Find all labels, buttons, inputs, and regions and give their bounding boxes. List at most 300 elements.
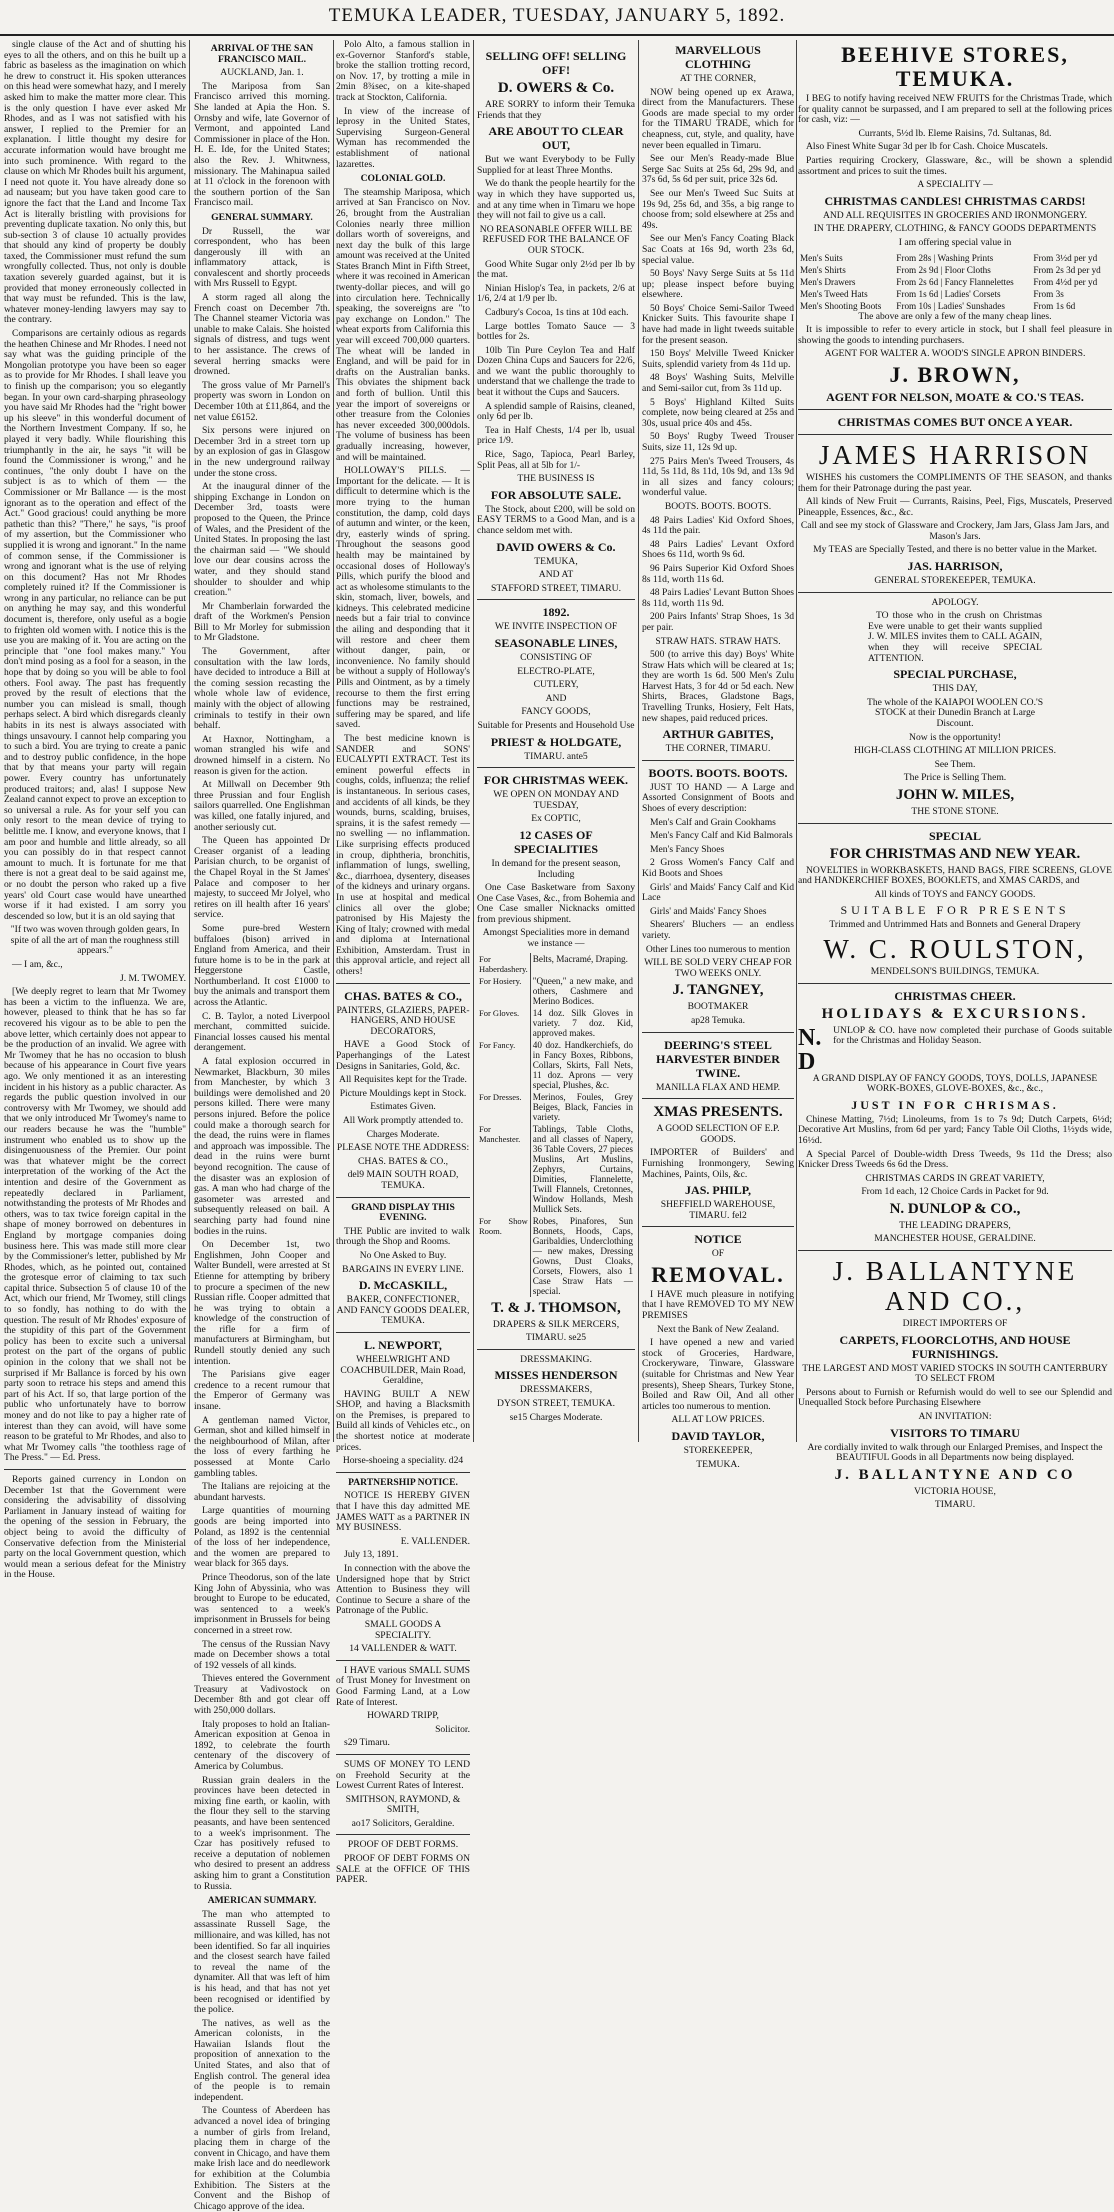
list-item: 150 Boys' Melville Tweed Knicker Suits, splendid variety from 4s 11d up. [642, 348, 794, 370]
paragraph: STAFFORD STREET, TIMARU. [490, 582, 621, 594]
paragraph: TO those who in the crush on Christmas Eve were unable to get their wants supplied J. W. MILES invites them to CALL AGAIN, when they will receive SPECIAL ATTENTION. [868, 610, 1042, 664]
paragraph: ALL AT LOW PRICES. [671, 1414, 765, 1426]
paragraph: Trimmed and Untrimmed Hats and Bonnets and General Drapery [829, 919, 1081, 931]
row-label: For Gloves. [477, 1007, 530, 1039]
marvellous: MARVELLOUS CLOTHING [675, 43, 761, 71]
divider [798, 1250, 1112, 1251]
row-label: For Show Room. [477, 1215, 530, 1297]
cell: Men's Suits [800, 252, 843, 263]
paragraph: ARE SORRY to inform their Temuka Friends that they [477, 99, 635, 121]
paragraph: AN INVITATION: [918, 1411, 992, 1423]
list-item: 200 Pairs Infants' Strap Shoes, 1s 3d per pair. [642, 611, 794, 633]
paragraph: SUITABLE FOR PRESENTS [840, 903, 1070, 918]
paragraph: Prince Theodorus, son of the late King John of Abyssinia, who was brought to Europe to be educated, was sentenced to a week's imprisonment in Brussels for being concerned in a street row. [194, 1571, 330, 1636]
taylor: DAVID TAYLOR, [671, 1429, 765, 1443]
list-item: 48 Pairs Ladies' Kid Oxford Shoes, 4s 11d the pair. [642, 514, 794, 537]
owers-title: D. OWERS & Co. [497, 80, 615, 96]
paragraph: THE Public are invited to walk through the Shop and Rooms. [336, 1225, 470, 1248]
list-item: Large bottles Tomato Sauce — 3 bottles for 2s. [477, 320, 635, 343]
headline-gold: COLONIAL GOLD. [360, 173, 446, 185]
paragraph: July 13, 1891. [344, 1549, 399, 1561]
dateline: AUCKLAND, Jan. 1. [220, 67, 304, 79]
paragraph: The man who attempted to assassinate Russell Sage, the millionaire, and was killed, has not been identified. So far all inquiries and the closest search have failed to reveal the name of the dynamiter. All that was left of him is his head, and that has not yet been recognised or identified by the police. [194, 1908, 330, 2016]
paragraph: Parties requiring Crockery, Glassware, &c., will be shown a splendid assortment and prices to suit the times. [798, 154, 1112, 177]
column-news [194, 40, 330, 2212]
paragraph: DRAPERS & SILK MERCERS, [492, 1318, 620, 1330]
paragraph: Italy proposes to hold an Italian-American exposition at Genoa in 1892, to celebrate the fourth centenary of the discovery of America by Columbus. [194, 1718, 330, 1773]
paragraph: TIMARU. [934, 1499, 976, 1511]
table-row [798, 276, 1112, 288]
paragraph: SEASONABLE LINES, [494, 635, 618, 650]
paragraph: THIS DAY, [932, 683, 978, 695]
paragraph: WILL BE SOLD VERY CHEAP FOR TWO WEEKS ONLY. [644, 957, 792, 979]
paragraph: THE LEADING DRAPERS, [899, 1219, 1011, 1231]
paragraph: On December 1st, two Englishmen, John Cooper and Walter Bundell, were arrested at St Etienne for attempting by bribery to procure a specimen of the new Russian rifle. Cooper admitted that he was trying to obtain a knowledge of the construction of the rifle for a firm of manufacturers at Birmingham, but Rundell stoutly denied any such intention. [194, 1239, 330, 1367]
apology: APOLOGY. [931, 596, 979, 608]
paragraph: TEMUKA. [696, 1458, 740, 1470]
list-item: 2 Gross Women's Fancy Calf and Kid Boots and Shoes [642, 857, 794, 879]
paragraph: SMITHSON, RAYMOND, & SMITH, [345, 1793, 461, 1816]
column-rule [638, 40, 639, 1442]
list-item: 96 Pairs Superior Kid Oxford Shoes 8s 11d, worth 11s 6d. [642, 562, 794, 585]
grand-display: GRAND DISPLAY THIS EVENING. [351, 1201, 455, 1224]
paragraph: I BEG to notify having received NEW FRUITS for the Christmas Trade, which for quality cannot be surpassed, and I am prepared to sell at the following prices for cash, viz: — [798, 93, 1112, 126]
column-rule [333, 40, 334, 1442]
list-item: Girls' and Maids' Fancy Shoes [650, 905, 767, 917]
divider [798, 434, 1112, 435]
divider [477, 599, 635, 600]
paragraph: 14 VALLENDER & WATT. [349, 1643, 457, 1655]
bates-trade: PAINTERS, GLAZIERS, PAPER-HANGERS, AND HOUSE DECORATORS, [336, 1004, 470, 1037]
row-label: For Hosiery. [477, 975, 530, 1007]
divider [336, 1197, 470, 1198]
paragraph: Ex COPTIC, [531, 813, 581, 825]
list-item: Shearers' Bluchers — an endless variety. [642, 919, 794, 941]
paragraph: A storm raged all along the French coast on December 7th. The Channel steamer Victoria was unable to make Calais. She hoisted signals of distress, and tugs went to her assistance. The crews of several herring smacks were drowned. [194, 292, 330, 378]
paragraph: In view of the increase of leprosy in the United States, Supervising Surgeon-General Wyman has recommended the establishment of national lazarettes. [336, 105, 470, 170]
paragraph: single clause of the Act and of shutting his eyes to all the others, and on this he built up a fabric as baseless as the imagination on which he drew to construct it. His spoken utterances on this head were somewhat hazy, and I merely asked him to make the matter more clear. This is the only question I have ever asked Mr Rhodes, and as I was not satisfied with his answer, I replied to the Premier for an explanation. I little thought my desire for accurate information would have brought me into such prominence. With regard to the clause on which Mr Rhodes built his argument, I need not quote it. You have already done so ad nauseam; but you have taken good care to ignore the fact that the Land and Income Tax Act is literally bristling with provisions for preventing duplicate taxation. No only this, but sub-section 3 of clause 10 actually provides that should any kind of property be doubly taxed, the Commissioner must refund the sum wrongfully collected. Thus, not only is double taxation severely guarded against, but it is provided that money erroneously collected in that way must be refunded. This is the law, whatever money-lending lawyers may say to the contrary. [4, 39, 186, 326]
cell: From 3s [1033, 288, 1064, 299]
paragraph: TIMARU. ante5 [524, 750, 588, 762]
divider [642, 760, 794, 761]
paragraph: HIGH-CLASS CLOTHING AT MILLION PRICES. [853, 745, 1057, 757]
bates-line: All Requisites kept for the Trade. [339, 1074, 467, 1086]
dunlop-lead [798, 1026, 1112, 1074]
divider [336, 1472, 470, 1473]
mccaskill-trade: BAKER, CONFECTIONER, AND FANCY GOODS DEALER, TEMUKA. [336, 1294, 470, 1327]
list-item: Cadbury's Cocoa, 1s tins at 10d each. [485, 306, 629, 318]
paragraph: A fatal explosion occurred in Newmarket, Blackburn, 30 miles from Manchester, by which 3 buildings were demolished and 20 persons killed. There were many persons injured. Before the police could make a thorough search for the dead, the ruins were in flames and approach was impossible. The dead in the ruins were burnt beyond recognition. The cause of the disaster was an explosion of gas. A man who had charge of the gasometer was arrested and subsequently released on bail. A searching party had found nine bodies in the ruins. [194, 1056, 330, 1237]
column-rule [796, 40, 797, 1442]
divider [642, 1226, 794, 1227]
paragraph: ap28 Temuka. [690, 1014, 746, 1026]
paragraph: MANCHESTER HOUSE, GERALDINE. [874, 1233, 1036, 1245]
bates-line: Charges Moderate. [366, 1128, 440, 1140]
paragraph: It is impossible to refer to every article in stock, but I shall feel pleasure in showing the goods to intending purchasers. [798, 324, 1112, 346]
table-row [798, 300, 1112, 312]
table-row [477, 1091, 635, 1123]
paragraph: The Stock, about £200, will be sold on EASY TERMS to a Good Man, and is a chance seldom met with. [477, 503, 635, 536]
table-row [477, 1039, 635, 1091]
notice: NOTICE [694, 1232, 742, 1247]
divider [336, 983, 470, 984]
paragraph: Comparisons are certainly odious as regards the heathen Chinese and Mr Rhodes. I need not say what was the guiding principle of the Mongolian prototype you have been so eager as to provide for Mr Rhodes. I shall leave you to finish up the comparison; you so elegantly began. In your own card-sharping phraseology you have said Mr Rhodes had the "right bower up his sleeve" in this wonderful document of the Northern Investment Company. If so, he played it very badly. While flourishing this triumphantly in the air, he says "it will be found the Commissioner is wrong," and he continues, "the only doubt I have on the subject is as to which of them — the Commissioner or Mr Ballance — is the most ignorant as to the operation and effect of the Act." Good gracious! could anything be more pathetic than this? "There," he says, "is proof of my assertion, but the Commissioner who supplied it is wrong and ignorant." In the name of common sense, if the Commissioner is wrong and ignorant what is the use of relying on this document? Has not Mr Rhodes completely ruined it? If the Commissioner is wrong in any particular, no reliance can be put on anything he may say, and this wonderful document is, therefore, only useful as a bogie to frighten old women with. I notice this is the use you are making of it. You are acting on the principle that "one fool makes many." You don't mind posing as a fool for a season, in the hope that by doing so you will be able to fool others. Fool away. The past has frequently proved by the result of elections that the number you can mislead is small, though perhaps select. A bird which disregards cleanly habits in its nest is always associated with things unsavoury. I cannot help comparing you to such a bird. You are trying to create a panic and to destroy public confidence, in the hope that by that means your party will regain power. Every country has unfortunately produced traitors; and, alas! I suppose New Zealand cannot expect to prove an exception to so universal a rule. As for your self you can only resort to the mean device of trying to belittle me. I know, and everyone knows, that I am poor and humble and little already, so all you can possibly do in that respect cannot amount to much. It is fortunate for me that there is not a great deal to be said against me, or no doubt the person who raked up a five years' old Court case would have unearthed worse if it had existed. I am sorry you descended so low, but it is an old saying that [4, 328, 186, 922]
ballantyne2: J. BALLANTYNE AND CO [834, 1466, 1076, 1483]
cell: From 1s 6d [1033, 300, 1076, 311]
paragraph: WE INVITE INSPECTION OF [494, 621, 618, 633]
paragraph: A GOOD SELECTION OF E.P. GOODS. [656, 1123, 780, 1145]
list-item: Tea in Half Chests, 1/4 per lb, usual price 1/9. [477, 424, 635, 447]
paragraph: Next the Bank of New Zealand. [656, 1323, 779, 1335]
paragraph: A gentleman named Victor, German, shot and killed himself in the neighbourhood of Milan, after the loss of every farthing he possessed at Monte Carlo gambling tables. [194, 1414, 330, 1479]
special-heading: SPECIAL [928, 828, 981, 843]
specialities-table [477, 953, 635, 1297]
paragraph: The Price is Selling Them. [903, 772, 1007, 784]
boots-heading: BOOTS. BOOTS. BOOTS. [648, 765, 788, 780]
paragraph: I HAVE much pleasure in notifying that I have REMOVED TO MY NEW PREMISES [642, 1288, 794, 1322]
paragraph: Solicitor. [435, 1723, 470, 1735]
selling-off: SELLING OFF! SELLING OFF! [485, 49, 627, 77]
paragraph: Six persons were injured on December 3rd in a street torn up by an explosion of gas in Glasgow in the new underground railway under the stone cross. [194, 425, 330, 479]
paragraph: I HAVE various SMALL SUMS of Trust Money for Investment on Good Farming Land, at a Low Rate of Interest. [336, 1664, 470, 1708]
paragraph: I have opened a new and varied stock of Groceries, Hardware, Crockeryware, Tinware, Glassware (suitable for Christmas and New Year presents), Sheep Shears, Turkey Stone, Boiled and Raw Oil, And all other articles too numerous to mention. [642, 1337, 794, 1412]
list-item: See our Men's Tweed Suc Suits at 19s 9d, 25s 6d, and 35s, a big range to choose from; sold elsewhere at 25s and 49s. [642, 187, 794, 231]
christmas-once: CHRISTMAS COMES BUT ONCE A YEAR. [837, 414, 1073, 429]
paragraph: GENERAL STOREKEEPER, TEMUKA. [874, 575, 1036, 587]
paragraph: Large quantities of mourning goods are being imported into Poland, as 1892 is the centennial of the loss of her independence, and the women are prepared to wear black for 365 days. [194, 1505, 330, 1570]
column-adverts-wide [798, 40, 1112, 1511]
bates-line: CHAS. BATES & CO., [357, 1155, 449, 1167]
paragraph: Call and see my stock of Glassware and Crockery, Jam Jars, Glass Jam Jars, and Mason's Jars. [800, 520, 1110, 542]
row-label: For Haberdashery. [477, 953, 530, 975]
paragraph: CARPETS, FLOORCLOTHS, AND HOUSE FURNISHINGS. [839, 1332, 1071, 1361]
bates-line: Estimates Given. [370, 1101, 436, 1113]
paragraph: JUST TO HAND — A Large and Assorted Consignment of Boots and Shoes of every description: [642, 781, 794, 815]
paragraph: Currants, 5½d lb. Eleme Raisins, 7d. Sultanas, 8d. [858, 127, 1052, 139]
newport-body: HAVING BUILT A NEW SHOP, and having a Blacksmith on the Premises, is prepared to Build all kinds of Vehicles etc., on the shortest notice at moderate prices. [336, 1388, 470, 1453]
bates-line: All Work promptly attended to. [342, 1115, 464, 1126]
table-row [477, 1007, 635, 1039]
paragraph: CUTLERY, [533, 679, 579, 691]
list-item: See our Men's Ready-made Blue Serge Sac Suits at 25s 6d, 29s 9d, and 37s 6d, 5s 6d per suit, price 32s 6d. [642, 153, 794, 186]
list-item: Ninian Hislop's Tea, in packets, 2/6 at 1/6, 2/4 at 1/9 per lb. [477, 282, 635, 305]
owers2: DAVID OWERS & Co. [496, 539, 616, 554]
paragraph: THE BUSINESS IS [517, 473, 595, 485]
paragraph: s29 Timaru. [344, 1737, 390, 1749]
paragraph: Amongst Specialities more in demand we instance — [482, 927, 630, 950]
bates-name: CHAS. BATES & CO., [344, 988, 462, 1003]
bates-line: Picture Mouldings kept in Stock. [339, 1087, 467, 1099]
paragraph: AND AT [538, 569, 574, 581]
newport-foot: Horse-shoeing a speciality. d24 [342, 1455, 464, 1467]
xmas-presents: XMAS PRESENTS. [653, 1104, 783, 1121]
table-row [798, 288, 1112, 300]
paragraph: See Them. [934, 758, 976, 770]
paragraph: SUMS OF MONEY TO LEND on Freehold Security at the Lowest Current Rates of Interest. [336, 1758, 470, 1792]
list-item: 48 Boys' Washing Suits, Melville and Semi-sailor cut, from 3s 11d up. [642, 372, 794, 395]
paragraph: Also Finest White Sugar 3d per lb for Cash. Choice Muscatels. [806, 141, 1048, 153]
paragraph: I am offering special value in [898, 236, 1012, 248]
divider [336, 1834, 470, 1835]
paragraph: Polo Alto, a famous stallion in ex-Governor Stanford's stable, broke the stallion trotting record, on Nov. 17, by trotting a mile in 2min 8¾sec, on a kite-shaped track at Stockton, California. [336, 39, 470, 103]
paragraph: The Government, after consultation with the law lords, have decided to introduce a Bill at the coming session recasting the whole whole law of evidence, mainly with the object of allowing criminals to testify in their own behalf. [194, 646, 330, 732]
paragraph: — I am, &c., [12, 959, 63, 971]
paragraph: OF [711, 1248, 725, 1260]
row-label: For Manchester. [477, 1123, 530, 1215]
newport-trade: WHEELWRIGHT AND COACHBUILDER, Main Road, Geraldine, [340, 1353, 466, 1387]
masthead: TEMUKA LEADER, TUESDAY, JANUARY 5, 1892. [0, 0, 1114, 36]
paragraph: NOVELTIES in WORKBASKETS, HAND BAGS, FIRE SCREENS, GLOVE and HANDKERCHIEF BOXES, BOOKLETS, and XMAS CARDS, and [798, 864, 1112, 887]
column-adverts-b [642, 40, 794, 1470]
paragraph: The Countess of Aberdeen has advanced a novel idea of bringing a number of girls from Ireland, placing them in charge of the convent in Chicago, and have them make Irish lace and do needlework for exhibition at the Columbia Exhibition. The Sisters at the Convent and the Bishop of Chicago approve of the idea. [194, 2105, 330, 2212]
paragraph: STOREKEEPER, [683, 1445, 753, 1456]
table-row [477, 953, 635, 975]
table-row [477, 1123, 635, 1215]
paragraph: At Millwall on December 9th three Prussian and four English sailors quarrelled. One Englishman was killed, one fatally injured, and another seriously cut. [194, 779, 330, 833]
paragraph: The whole of the KAIAPOI WOOLEN CO.'S STOCK at their Dunedin Branch at Large Discount. [866, 696, 1044, 729]
paragraph: The Italians are rejoicing at the abundant harvests. [194, 1481, 330, 1503]
thomson: T. & J. THOMSON, [491, 1299, 621, 1316]
holidays: HOLIDAYS & EXCURSIONS. [821, 1005, 1089, 1022]
cell: From 2s 9d | Floor Cloths [896, 264, 991, 275]
xmas-week: FOR CHRISTMAS WEEK. [483, 773, 629, 788]
paragraph: My TEAS are Specially Tested, and there is no better value in the Market. [813, 544, 1097, 556]
paragraph: The Mariposa from San Francisco arrived this morning. She landed at Apia the Hon. S. Ornsby and wife, late Governor of Vermont, and appointed Land Commissioner in place of the Hon. H. E. Ide, for the United States; also the Rev. J. Whitwness, missionary. The Mahinapua sailed at 11 o'clock in the forenoon with the southern portion of the San Francisco mail. [194, 80, 330, 209]
paragraph: TEMUKA, [534, 555, 578, 567]
list-item: Good White Sugar only 2½d per lb by the mat. [477, 258, 635, 281]
paragraph: FOR ABSOLUTE SALE. [490, 487, 622, 502]
divider [798, 823, 1112, 824]
paragraph: AGENT FOR WALTER A. WOOD'S SINGLE APRON BINDERS. [824, 348, 1086, 360]
deering: DEERING'S STEEL HARVESTER BINDER TWINE. [656, 1037, 780, 1080]
list-item: 5 Boys' Highland Kilted Suits complete, now being cleared at 25s and 30s, usual price 40s and 45s. [642, 396, 794, 429]
paragraph: IN THE DRAPERY, CLOTHING, & FANCY GOODS DEPARTMENTS [813, 223, 1097, 235]
headline-mail: ARRIVAL OF THE SAN FRANCISCO MAIL. [210, 43, 314, 65]
paragraph: se15 Charges Moderate. [509, 1411, 603, 1423]
paragraph: THE STONE STONE. [911, 805, 999, 817]
philp: JAS. PHILP, [685, 1183, 751, 1198]
column-rule [473, 40, 474, 1442]
divider [798, 592, 1112, 593]
mccaskill: D. McCASKILL, [358, 1278, 448, 1293]
paragraph: FANCY GOODS, [521, 706, 591, 718]
paragraph: ELECTRO-PLATE, [517, 665, 595, 677]
price-table [798, 252, 1112, 312]
row-text: 40 doz. Handkerchiefs, do in Fancy Boxes, Ribbons, Collars, Skirts, Fall Nets, 11 doz. Aprons — very special, Plushes, &c. [532, 1039, 633, 1090]
paragraph: At Haxnor, Nottingham, a woman strangled his wife and drowned himself in a cistern. No reason is given for the action. [194, 733, 330, 777]
paragraph: HOWARD TRIPP, [367, 1710, 439, 1722]
year: 1892. [542, 605, 570, 620]
list-item: 50 Boys' Navy Serge Suits at 5s 11d up; please inspect before buying elsewhere. [642, 268, 794, 301]
paragraph: WE OPEN ON MONDAY AND TUESDAY, [493, 789, 619, 811]
paragraph: In connection with the above the Undersigned hope that by Strict Attention to Business they will Continue to Secure a share of the Patronage of the Public. [336, 1563, 470, 1617]
paragraph: The Queen has appointed Dr Creaser organist of a leading Parisian church, to be organist of the Chapel Royal in the St James' Palace and composer to her majesty, to succeed Mr Jolyel, who retires on ill health after 16 years' service. [194, 835, 330, 921]
paragraph: The above are only a few of the many cheap lines. [858, 310, 1052, 322]
row-text: 14 doz. Silk Gloves in variety. 7 doz. Kid, approved makes. [532, 1007, 633, 1038]
paragraph: THE LARGEST AND MOST VARIED STOCKS IN SOUTH CANTERBURY TO SELECT FROM [802, 1362, 1108, 1385]
paragraph: NOW being opened up ex Arawa, direct from the Manufacturers. These Goods are made special to my order for the TIMARU TRADE, which for cheapness, cut, style, and quality, have never been equalled in Timaru. [642, 86, 794, 151]
dropcap: N. D [798, 1024, 822, 1075]
divider [642, 1032, 794, 1033]
divider [336, 1754, 470, 1755]
cell: From 28s | Washing Prints [896, 252, 994, 263]
list-item: 48 Pairs Ladies' Levant Oxford Shoes 6s 11d, worth 9s 6d. [642, 538, 794, 561]
paragraph: BOOTMAKER [687, 1001, 749, 1013]
paragraph: AND ALL REQUISITES IN GROCERIES AND IRONMONGERY. [822, 209, 1088, 221]
cable-news: Reports gained currency in London on December 1st that the Government were considering the advisability of dissolving Parliament in January instead of waiting for the opening of the session in February, the object being to avoid the difficulty of Conservative defection from the Ministerial party on the local Government question, which would mean a serious defeat for the Ministry in the House. [4, 1473, 186, 1581]
cell: Men's Shirts [800, 264, 846, 275]
list-item: BOOTS. BOOTS. BOOTS. [664, 500, 772, 512]
list-item: Rice, Sago, Tapioca, Pearl Barley, Split Peas, all at 5lb for 1/- [477, 449, 635, 471]
paragraph: SHEFFIELD WAREHOUSE, TIMARU. fel2 [660, 1199, 776, 1221]
column-letter [4, 39, 186, 1581]
paragraph: AGENT FOR NELSON, MOATE & CO.'S TEAS. [826, 389, 1084, 404]
paragraph: AND [545, 692, 567, 704]
signature: E. VALLENDER. [400, 1535, 470, 1547]
paragraph: A Special Parcel of Double-width Dress Tweeds, 9s 11d the Dress; also Knicker Dress Tweeds 6s 6d the Dress. [798, 1148, 1112, 1171]
bates-line: PLEASE NOTE THE ADDRESS: [336, 1142, 470, 1154]
advert-eucalypti: The best medicine known is SANDER and SONS' EUCALYPTI EXTRACT. Test its eminent powerful effects in coughs, colds, influenza; the relief is instantaneous. In serious cases, and accidents of all kinds, be they wounds, burns, scalding, bruises, sprains, it is the safest remedy — no swelling — no inflammation. Like surprising effects produced in croup, diphtheria, bronchitis, inflammation of lungs, swelling, &c., diarrhoea, dysentery, diseases of the kidneys and urinary organs. In use at hospital and medical clinics all over the globe; patronised by His Majesty the King of Italy; crowned with medal and diploma at International Exhibition, Amsterdam. Trust in this approval article, and reject all others! [336, 733, 470, 978]
removal: REMOVAL. [651, 1261, 785, 1287]
paragraph: All kinds of TOYS and FANCY GOODS. [874, 888, 1036, 900]
divider [477, 767, 635, 768]
paragraph: Other Lines too numerous to mention [645, 943, 791, 955]
henderson: MISSES HENDERSON [494, 1368, 618, 1383]
paragraph: But we want Everybody to be Fully Supplied for at least Three Months. [477, 154, 635, 176]
row-text: "Queen," a new make, and others, Cashmere and Merino Bodices. [532, 975, 633, 1006]
list-item: Men's Fancy Calf and Kid Balmorals [650, 830, 793, 842]
paragraph: Thieves entered the Government Treasury at Vadivostock on December 8th and got clear off with 250,000 dollars. [194, 1673, 330, 1717]
paragraph: CONSISTING OF [520, 651, 592, 663]
divider [798, 409, 1112, 410]
paragraph: WISHES his customers the COMPLIMENTS OF THE SEASON, and thanks them for their Patronage during the past year. [798, 471, 1112, 494]
paragraph: DRESSMAKERS, [519, 1384, 593, 1396]
list-item: A splendid sample of Raisins, cleaned, only 6d per lb. [477, 400, 635, 423]
paragraph: AT THE CORNER, [679, 73, 757, 84]
row-text: Tablings, Table Cloths, and all classes of Napery, 36 Table Covers, 27 pieces Muslins, Art Muslins, Zephyrs, Curtains, Dimities, Flannelette, Twill Flannels, Cretonnes, Window Hollands, Mesh Mullick Sets. [532, 1123, 633, 1214]
paragraph: ARE ABOUT TO CLEAR OUT, [488, 124, 624, 153]
paragraph: Suitable for Presents and Household Use [477, 719, 635, 731]
priest: PRIEST & HOLDGATE, [490, 734, 622, 749]
dunlop: N. DUNLOP & CO., [889, 1200, 1021, 1217]
paragraph: FOR CHRISTMAS AND NEW YEAR. [829, 845, 1081, 862]
paragraph: PROOF OF DEBT FORMS. [347, 1839, 459, 1851]
paragraph: 12 CASES OF SPECIALITIES [513, 827, 599, 856]
table-row [798, 264, 1112, 276]
list-item: STRAW HATS. STRAW HATS. [655, 635, 781, 647]
cell: From 1s 6d | Ladies' Corsets [896, 288, 1001, 299]
list-item: 50 Boys' Choice Semi-Sailor Tweed Knicker Suits. This favourite shape I have had made in light tweeds suitable for the present season. [642, 302, 794, 346]
paragraph: A GRAND DISPLAY OF FANCY GOODS, TOYS, DOLLS, JAPANESE WORK-BOXES, GLOVE-BOXES, &c., &c., [812, 1072, 1098, 1095]
paragraph: JUST IN FOR CHRISMAS. [851, 1097, 1059, 1112]
row-label: For Dresses. [477, 1091, 530, 1123]
paragraph: VICTORIA HOUSE, [914, 1485, 996, 1497]
table-row [477, 975, 635, 1007]
bargains: BARGAINS IN EVERY LINE. [342, 1263, 464, 1275]
row-text: Robes, Pinafores, Sun Bonnets, Hoods, Caps, Garibaldies, Underclothing — new makes, Dressing Gowns, Dust Cloaks, Corsets, Flowers, also 1 Case Straw Hats — special. [532, 1215, 633, 1296]
paragraph: The Parisians give eager credence to a recent rumour that the Emperor of Germany was insane. [194, 1369, 330, 1413]
row-label: For Fancy. [477, 1039, 530, 1091]
paragraph: CHRISTMAS CANDLES! CHRISTMAS CARDS! [824, 193, 1086, 208]
cell: From 10s | Ladies' Sunshades [896, 300, 1005, 311]
paragraph: We do thank the people heartily for the way in which they have supported us, and at any time when in Timaru we hope they will not fail to give us a call. [477, 178, 635, 222]
paragraph: IMPORTER of Builders' and Furnishing Ironmongery, Sewing Machines, Paints, Oils, &c. [642, 1147, 794, 1180]
paragraph: Some pure-bred Western buffaloes (bison) arrived in England from America, and their future home is to be in the park at Heggerstone Castle, Northumberland. It cost £1000 to buy the animals and transport them across the Atlantic. [194, 922, 330, 1009]
paragraph: UNLOP & CO. have now completed their purchase of Goods suitable for the Christmas and Holiday Season. [833, 1024, 1112, 1047]
headline-summary: GENERAL SUMMARY. [211, 211, 313, 223]
cell: From 4½d per yd [1033, 276, 1098, 287]
list-item: 275 Pairs Men's Tweed Trousers, 4s 11d, 5s 11d, 8s 11d, 10s 9d, and 13s 9d in all sizes and fancy colours; wonderful value. [642, 455, 794, 499]
ballantyne: J. BALLANTYNE AND CO., [832, 1256, 1078, 1317]
paragraph: Now is the opportunity! [909, 731, 1001, 743]
paragraph: CHRISTMAS CARDS IN GREAT VARIETY, [865, 1172, 1045, 1184]
paragraph: DYSON STREET, TEMUKA. [497, 1398, 615, 1410]
partnership: PARTNERSHIP NOTICE. [348, 1476, 458, 1488]
paragraph: Chinese Matting, 7½d; Linoleums, from 1s to 7s 9d; Dutch Carpets, 6½d; Decorative Art Muslins, from 6d per yard; Fancy Table Oil Cloths, 1½yds wide, 16½d. [798, 1113, 1112, 1146]
tangney: J. TANGNEY, [672, 982, 764, 999]
paragraph: NOTICE IS HEREBY GIVEN that I have this day admitted ME JAMES WATT as a PARTNER IN MY BUSINESS. [336, 1490, 470, 1534]
roulston: W. C. ROULSTON, [823, 933, 1087, 964]
paragraph: The natives, as well as the American colonists, in the Hawaiian Islands flout the proposition of annexation to the United States, and also that of English control. The general idea of the people is to remain independent. [194, 2017, 330, 2103]
list-item: See our Men's Fancy Coating Black Sac Coats at 16s 9d, worth 23s 6d, special value. [642, 233, 794, 266]
brown: J. BROWN, [889, 361, 1021, 387]
paragraph: Persons about to Furnish or Refurnish would do well to see our Splendid and Unequalled Stock before Purchasing Elsewhere [798, 1386, 1112, 1409]
paragraph: No One Asked to Buy. [359, 1249, 447, 1261]
paragraph: One Case Basketware from Saxony One Case Vases, &c., from Bohemia and One Case smaller Nicknacks omitted from previous shipment. [477, 882, 635, 925]
list-item: Men's Fancy Shoes [650, 843, 725, 855]
harrison-title: JAMES HARRISON [818, 439, 1092, 470]
paragraph: ao17 Solicitors, Geraldine. [351, 1817, 455, 1829]
quote: "If two was woven through golden gears, In spite of all the art of man the roughness still appears." [10, 924, 180, 957]
bates-body: HAVE a Good Stock of Paperhangings of the Latest Designs in Sanitaries, Gold, &c. [336, 1039, 470, 1072]
bates-line: del9 MAIN SOUTH ROAD, TEMUKA. [347, 1169, 459, 1191]
paragraph: TIMARU. se25 [525, 1332, 587, 1344]
row-text: Merinos, Foules, Grey Beiges, Black, Fancies in variety. [532, 1091, 633, 1122]
divider [798, 983, 1112, 984]
list-item: 10lb Tin Pure Ceylon Tea and Half Dozen China Cups and Saucers for 22/6, and we want the public thoroughly to understand that we challenge the trade to beat it without the Cups and Saucers. [477, 344, 635, 399]
signature: J. M. TWOMEY. [119, 972, 186, 984]
paragraph: MANILLA FLAX AND HEMP. [655, 1081, 781, 1093]
list-item: 500 (to arrive this day) Boys' White Straw Hats which will be cleared at 1s; they are worth 1s 6d. 500 Men's Zulu Harvest Hats, 3 for 4d or 5d each. New Shirts, Braces, Gladstone Bags, Travelling Trunks, Hosiery, Felt Hats, new shapes, paid reduced prices. [642, 649, 794, 724]
christmas-cheer: CHRISTMAS CHEER. [894, 988, 1016, 1003]
gabites: ARTHUR GABITES, [662, 727, 774, 742]
paragraph: DIRECT IMPORTERS OF [902, 1318, 1008, 1330]
column-mixed [336, 39, 470, 1886]
harrison2: JAS. HARRISON, [907, 559, 1003, 574]
paragraph: DRESSMAKING. [520, 1353, 592, 1365]
paragraph: MENDELSON'S BUILDINGS, TEMUKA. [870, 965, 1040, 977]
paragraph: NO REASONABLE OFFER WILL BE REFUSED FOR THE BALANCE OF OUR STOCK. [479, 223, 633, 256]
cell: Men's Tweed Hats [800, 288, 868, 299]
list-item: Men's Calf and Grain Cookhams [650, 816, 776, 828]
table-row [798, 252, 1112, 264]
divider [336, 1332, 470, 1333]
visitors: VISITORS TO TIMARU [890, 1425, 1020, 1440]
list-item: 50 Boys' Rugby Tweed Trouser Suits, size 11, 12s 9d up. [642, 431, 794, 453]
list-item: Girls' and Maids' Fancy Calf and Kid Lace [642, 881, 794, 904]
column-rule [189, 40, 190, 1442]
cell: From 2s 6d | Fancy Flannelettes [896, 276, 1014, 287]
paragraph: The census of the Russian Navy made on December shows a total of 192 vessels of all kinds. [194, 1638, 330, 1671]
paragraph: The steamship Mariposa, which arrived at San Francisco on Nov. 26, brought from the Australian Colonies nearly three million dollars worth of sovereigns, and next day the bulk of this large amount was received at the United States Branch Mint in Fifth Street, where it was recoined in American twenty-dollar pieces, and will go into circulation here. Technically speaking, the sovereigns are "to pay exchange on London." The wheat exports from California this year will exceed 700,000 quarters. The wheat will be landed in England, and will be paid for in drafts on the Australian banks. This obviates the shipment back and forth of bullion. Until this year the import of sovereigns or other treasure from the Colonies has never exceeded 300,000dols. The volume of business has been gradually increasing, however, and will be maintained. [336, 186, 470, 463]
paragraph: From 1d each, 12 Choice Cards in Packet for 9d. [861, 1186, 1049, 1198]
paragraph: Mr Chamberlain forwarded the draft of the Workmen's Pension Bill to Mr Morley for submission to Mr Gladstone. [194, 600, 330, 644]
paragraph: Are cordially invited to walk through our Enlarged Premises, and Inspect the BEAUTIFUL Goods in all Departments now being displayed. [807, 1441, 1103, 1464]
list-item: 48 Pairs Ladies' Levant Button Shoes 8s 11d, worth 11s 9d. [642, 587, 794, 609]
paragraph: The gross value of Mr Parnell's property was sworn in London on December 10th at £11,864, and the net value £6152. [194, 379, 330, 423]
paragraph: SPECIAL PURCHASE, [893, 667, 1017, 682]
paragraph: SMALL GOODS A SPECIALITY. [364, 1618, 442, 1641]
